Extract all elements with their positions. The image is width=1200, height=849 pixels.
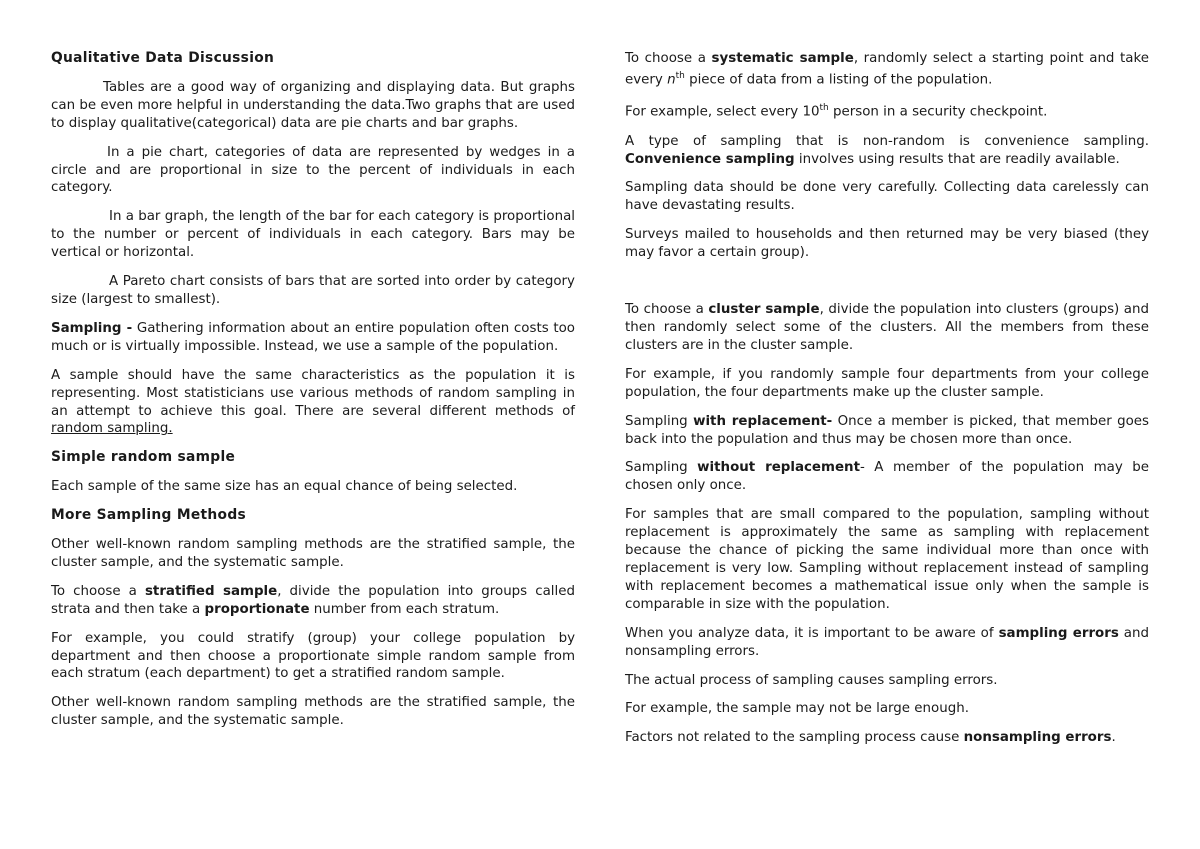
term-with-replacement: with replacement-	[693, 413, 833, 429]
text-fragment: involves using results that are readily available.	[794, 151, 1120, 167]
paragraph-every-10th	[625, 100, 1149, 121]
text-fragment: When you analyze data, it is important to be aware of	[625, 625, 999, 641]
term-proportionate: proportionate	[204, 601, 310, 617]
paragraph-without-replacement	[625, 459, 1149, 495]
paragraph-other-methods-2: Other well-known random sampling methods are the stratified sample, the cluster sample, and the systematic sample.	[51, 695, 575, 729]
paragraph-stratified	[51, 583, 575, 619]
term-without-replacement: without replacement	[697, 460, 860, 476]
left-column	[51, 50, 575, 741]
text-fragment: To choose a	[625, 302, 709, 318]
superscript-th: th	[819, 103, 829, 114]
paragraph-cluster-example: For example, if you randomly sample four departments from your college population, the four departments make up the cluster sample.	[625, 366, 1149, 400]
text-fragment: , randomly select a starting point and take every	[625, 51, 1149, 88]
superscript-th: th	[675, 70, 685, 81]
heading-more-sampling-methods: More Sampling Methods	[51, 507, 247, 524]
term-systematic-sample: systematic sample	[711, 51, 854, 66]
term-cluster-sample: cluster sample	[708, 302, 820, 318]
text-fragment: number from each stratum.	[309, 601, 500, 617]
text-fragment: Factors not related to the sampling process cause	[625, 730, 964, 746]
text-fragment: , divide the population into groups called strata and then take a	[51, 583, 575, 617]
paragraph-actual-process: The actual process of sampling causes sampling errors.	[625, 672, 998, 688]
paragraph-other-methods-1: Other well-known random sampling methods are the stratified sample, the cluster sample, and the systematic sample.	[51, 537, 575, 570]
paragraph-simple-random: Each sample of the same size has an equal chance of being selected.	[51, 479, 518, 495]
heading-simple-random-sample: Simple random sample	[51, 449, 236, 466]
paragraph-small-samples: For samples that are small compared to the population, sampling without replacement is approximately the same as sampling with replacement because the chance of picking the same individual more than once with replacement is very low. Sampling without replacement instead of sampling with replacement becomes a mathematical issue only when the sample is comparable in size with the population.	[625, 507, 1149, 612]
paragraph-sample-characteristics	[51, 367, 575, 439]
paragraph-convenience	[625, 133, 1149, 169]
random-sampling-link[interactable]: random sampling.	[51, 421, 173, 437]
spacer	[625, 273, 1149, 301]
paragraph-systematic	[625, 50, 1149, 89]
page-title: Qualitative Data Discussion	[51, 50, 275, 66]
paragraph-surveys: Surveys mailed to households and then returned may be very biased (they may favor a certain group).	[625, 227, 1149, 261]
paragraph-sampling	[51, 320, 575, 356]
paragraph-not-large-enough: For example, the sample may not be large enough.	[625, 701, 969, 717]
right-column	[625, 50, 1149, 758]
paragraph-pareto-chart: A Pareto chart consists of bars that are sorted into order by category size (largest to smallest).	[51, 274, 575, 307]
text-fragment: and nonsampling errors.	[625, 625, 1149, 659]
text-fragment: person in a security checkpoint.	[828, 104, 1048, 120]
paragraph-careful: Sampling data should be done very carefully. Collecting data carelessly can have devastating results.	[625, 180, 1149, 214]
paragraph-nonsampling	[625, 729, 1149, 747]
text-fragment: piece of data from a listing of the population.	[684, 72, 993, 88]
term-sampling: Sampling -	[51, 320, 133, 336]
paragraph-cluster	[625, 301, 1149, 355]
text-fragment: For example, select every 10	[625, 104, 820, 120]
paragraph-pie-chart: In a pie chart, categories of data are represented by wedges in a circle and are proportional in size to the percent of individuals in each category.	[51, 144, 575, 196]
text-fragment: Once a member is picked, that member goes back into the population and thus may be chosen more than once.	[625, 413, 1149, 447]
text-fragment: - A member of the population may be chosen only once.	[625, 460, 1149, 494]
term-sampling-errors: sampling errors	[998, 625, 1119, 641]
paragraph-bar-graph: In a bar graph, the length of the bar for each category is proportional to the number or percent of individuals in each category. Bars may be vertical or horizontal.	[51, 209, 575, 261]
variable-n: n	[667, 72, 676, 88]
sample-characteristics-text: A sample should have the same characteristics as the population it is representing. Most statisticians use various methods of random sampling in an attempt to achieve this goal. There are several different methods of	[51, 367, 575, 419]
text-fragment: Sampling	[625, 413, 694, 429]
paragraph-tables-graphs: Tables are a good way of organizing and displaying data. But graphs can be even more helpful in understanding the data.Two graphs that are used to display qualitative(categorical) data are pie charts and bar graphs.	[51, 79, 575, 131]
paragraph-with-replacement	[625, 413, 1149, 449]
text-fragment: .	[1111, 730, 1116, 746]
text-fragment: To choose a	[51, 583, 145, 599]
text-fragment: To choose a	[625, 51, 712, 66]
term-nonsampling-errors: nonsampling errors	[963, 730, 1112, 746]
term-stratified-sample: stratified sample	[144, 583, 278, 599]
text-fragment: Sampling	[625, 460, 698, 476]
text-fragment: , divide the population into clusters (groups) and then randomly select some of the clusters. All the members from these clusters are in the cluster sample.	[625, 302, 1149, 353]
paragraph-errors	[625, 625, 1149, 661]
text-fragment: A type of sampling that is non-random is convenience sampling.	[625, 133, 1149, 149]
term-convenience-sampling: Convenience sampling	[625, 151, 795, 167]
sampling-text: Gathering information about an entire population often costs too much or is virtually impossible. Instead, we use a sample of the population.	[51, 320, 575, 354]
paragraph-stratified-example: For example, you could stratify (group) your college population by department and then choose a proportionate simple random sample from each stratum (each department) to get a stratified random sample.	[51, 630, 575, 682]
